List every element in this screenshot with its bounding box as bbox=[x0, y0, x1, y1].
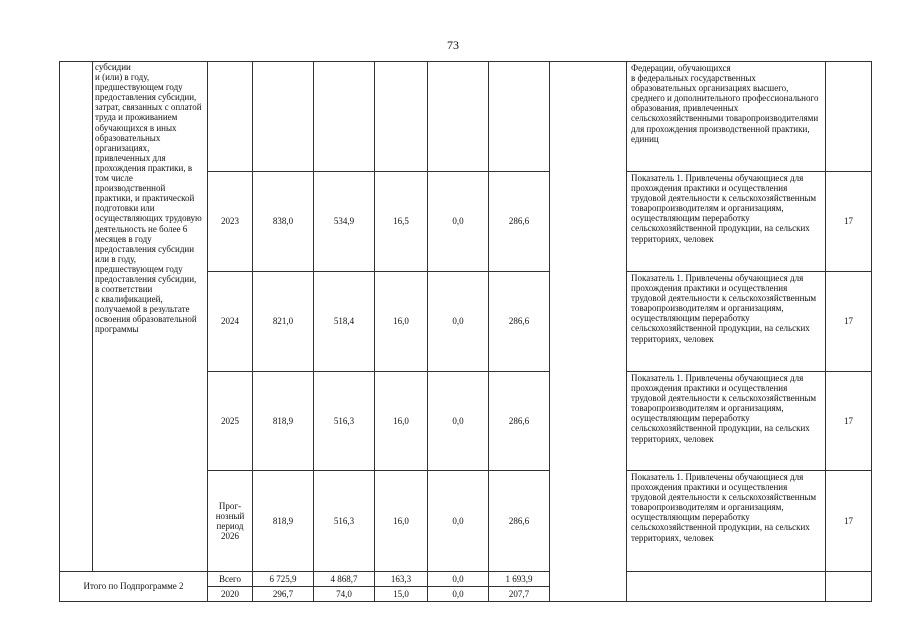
municipal-cell: 0,0 bbox=[428, 572, 489, 587]
blank-cell bbox=[314, 62, 375, 172]
indicator-value: 17 bbox=[826, 272, 872, 372]
table-row-continuation bbox=[60, 62, 872, 172]
municipal-cell: 0,0 bbox=[428, 372, 489, 471]
federal-cell: 4 868,7 bbox=[314, 572, 375, 587]
other-cell: 286,6 bbox=[489, 372, 550, 471]
blank-cell bbox=[489, 62, 550, 172]
regional-cell: 15,0 bbox=[375, 587, 428, 602]
regional-cell: 163,3 bbox=[375, 572, 428, 587]
federal-cell: 516,3 bbox=[314, 372, 375, 471]
page-number: 73 bbox=[447, 38, 459, 52]
year-cell: 2025 bbox=[208, 372, 253, 471]
federal-cell: 518,4 bbox=[314, 272, 375, 372]
municipal-cell: 0,0 bbox=[428, 471, 489, 572]
federal-cell: 516,3 bbox=[314, 471, 375, 572]
blank-cell bbox=[826, 572, 872, 602]
federal-cell: 534,9 bbox=[314, 172, 375, 272]
other-cell: 1 693,9 bbox=[489, 572, 550, 587]
year-cell: 2023 bbox=[208, 172, 253, 272]
year-cell: 2020 bbox=[208, 587, 253, 602]
year-cell: Всего bbox=[208, 572, 253, 587]
indicator-cell: Показатель 1. Привлечены обучающиеся для прохождения практики и осуществления трудовой деятельности к сельскохозяйственным товаропроизводителям и организациям, осуществляющим переработку сельскохозяйственной продукции, на сельских территориях, человек bbox=[627, 172, 826, 272]
summary-row bbox=[60, 572, 872, 587]
regional-cell: 16,0 bbox=[375, 372, 428, 471]
subprogram-table bbox=[59, 61, 872, 602]
total-cell: 6 725,9 bbox=[253, 572, 314, 587]
other-cell: 286,6 bbox=[489, 471, 550, 572]
measure-description-text: субсидии и (или) в году, предшествующем году предоставления субсидии, затрат, связанных с оплатой труда и проживанием обучающихся в иных образовательных организациях, привлеченных для прохождения практики, в том числе производственной практики, и практической подготовки или осуществляющих трудовую деятельность не более 6 месяцев в году предоставления субсидии или в году, предшествующем году предоставления субсидии, в соответствии с квалификацией, получаемой в результате освоения образовательной программы bbox=[95, 62, 202, 335]
indicator-cell: Показатель 1. Привлечены обучающиеся для прохождения практики и осуществления трудовой деятельности к сельскохозяйственным товаропроизводителям и организациям, осуществляющим переработку сельскохозяйственной продукции, на сельских территориях, человек bbox=[627, 272, 826, 372]
blank-cell bbox=[375, 62, 428, 172]
blank-cell bbox=[550, 62, 627, 602]
year-cell: 2024 bbox=[208, 272, 253, 372]
total-cell: 818,9 bbox=[253, 372, 314, 471]
blank-cell bbox=[60, 62, 93, 572]
indicator-value: 17 bbox=[826, 172, 872, 272]
other-cell: 207,7 bbox=[489, 587, 550, 602]
total-cell: 838,0 bbox=[253, 172, 314, 272]
indicator-value: 17 bbox=[826, 471, 872, 572]
other-cell: 286,6 bbox=[489, 172, 550, 272]
indicator-value: 17 bbox=[826, 372, 872, 471]
blank-cell bbox=[208, 62, 253, 172]
regional-cell: 16,0 bbox=[375, 471, 428, 572]
federal-cell: 74,0 bbox=[314, 587, 375, 602]
indicator-cell: Показатель 1. Привлечены обучающиеся для прохождения практики и осуществления трудовой деятельности к сельскохозяйственным товаропроизводителям и организациям, осуществляющим переработку сельскохозяйственной продукции, на сельских территориях, человек bbox=[627, 471, 826, 572]
blank-cell bbox=[627, 572, 826, 602]
total-cell: 818,9 bbox=[253, 471, 314, 572]
municipal-cell: 0,0 bbox=[428, 587, 489, 602]
blank-cell bbox=[253, 62, 314, 172]
summary-label: Итого по Подпрограмме 2 bbox=[60, 572, 208, 602]
indicator-cell: Федерации, обучающихся в федеральных государственных образовательных организациях высшего, среднего и дополнительного профессионального образования, привлеченных сельскохозяйственными товаропроизводителями для прохождения производственной практики, единиц bbox=[627, 62, 826, 172]
municipal-cell: 0,0 bbox=[428, 272, 489, 372]
measure-description bbox=[93, 62, 208, 572]
municipal-cell: 0,0 bbox=[428, 172, 489, 272]
total-cell: 296,7 bbox=[253, 587, 314, 602]
total-cell: 821,0 bbox=[253, 272, 314, 372]
blank-cell bbox=[826, 62, 872, 172]
other-cell: 286,6 bbox=[489, 272, 550, 372]
regional-cell: 16,5 bbox=[375, 172, 428, 272]
regional-cell: 16,0 bbox=[375, 272, 428, 372]
blank-cell bbox=[428, 62, 489, 172]
indicator-cell: Показатель 1. Привлечены обучающиеся для прохождения практики и осуществления трудовой деятельности к сельскохозяйственным товаропроизводителям и организациям, осуществляющим переработку сельскохозяйственной продукции, на сельских территориях, человек bbox=[627, 372, 826, 471]
year-cell: Прог- нозный период 2026 bbox=[208, 471, 253, 572]
